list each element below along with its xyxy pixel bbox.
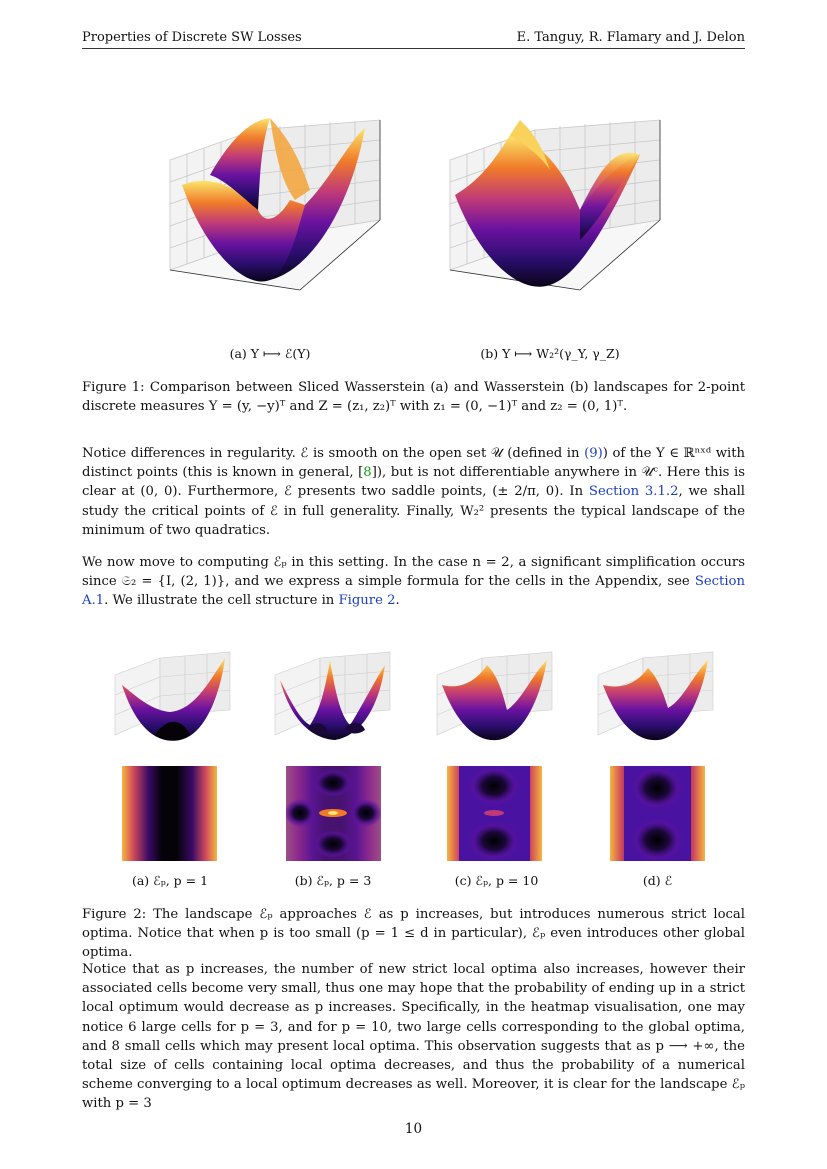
figure2-surface-a [110, 640, 235, 750]
running-header [82, 28, 745, 49]
section-ref-link[interactable]: Section 3.1.2 [588, 484, 679, 500]
appendix-section-link[interactable]: Section A.1 [82, 574, 745, 609]
figure2-heatmap-b [286, 766, 381, 861]
figure2-link[interactable]: Figure 2 [338, 593, 396, 609]
figure2-heatmap-c [447, 766, 542, 861]
equation-ref-link[interactable]: (9) [584, 446, 603, 461]
figure2-surface-c [432, 640, 557, 750]
figure1-subcaption-a: (a) Y ⟼ ℰ(Y) [229, 346, 311, 361]
figure2-heatmap-a [122, 766, 217, 861]
paragraph-regularity: Notice differences in regularity. ℰ is smooth on the open set 𝒰 (defined in (9)) of the Y ∈ ℝⁿˣᵈ with distinct points (this is known in general, [8]), but is not differentiable anywhere in 𝒰ᶜ. Here this is clear at (0, 0). Furthermore, ℰ presents two saddle points, (± 2/π, 0). In Section 3.1.2, we shall study the critical points of ℰ in full generality. Finally, W₂² presents the typical landscape of the minimum of two quadratics. [82, 446, 746, 538]
figure2-subcaption-b: (b) ℰₚ, p = 3 [294, 873, 372, 888]
header-authors: E. Tanguy, R. Flamary and J. Delon [516, 30, 745, 45]
figure2-subcaption-c: (c) ℰₚ, p = 10 [454, 873, 539, 888]
page-number: 10 [404, 1121, 423, 1137]
figure2-caption: Figure 2: The landscape ℰₚ approaches ℰ as p increases, but introduces numerous strict local optima. Notice that when p is too small (p = 1 ≤ d in particular), ℰₚ even introduces other global optima. [82, 907, 745, 961]
figure2-surface-d [593, 640, 718, 750]
citation-link[interactable]: 8 [363, 465, 372, 481]
figure1-plot-b [440, 100, 670, 300]
figure2-surface-b [270, 640, 395, 750]
paragraph-computing: We now move to computing ℰₚ in this setting. In the case n = 2, a significant simplification occurs since 𝔖₂ = {I, (2, 1)}, and we express a simple formula for the cells in the Appendix, see Section A.1. We illustrate the cell structure in Figure 2. [82, 555, 745, 609]
figure1-caption: Figure 1: Comparison between Sliced Wasserstein (a) and Wasserstein (b) landscapes for 2-point discrete measures Y = (y, −y)ᵀ and Z = (z₁, z₂)ᵀ with z₁ = (0, −1)ᵀ and z₂ = (0, 1)ᵀ. [82, 380, 745, 415]
figure2-heatmap-d [610, 766, 705, 861]
header-title: Properties of Discrete SW Losses [82, 30, 302, 45]
figure2-subcaption-d: (d) ℰ [642, 873, 673, 888]
figure1-subcaption-b: (b) Y ⟼ W₂²(γ_Y, γ_Z) [480, 346, 620, 361]
paragraph-local-optima: Notice that as p increases, the number of new strict local optima also increases, however their associated cells become very small, thus one may hope that the probability of ending up in a strict local optimum would decrease as p increases. Specifically, in the heatmap visualisation, one may notice 6 large cells for p = 3, and for p = 10, two large cells corresponding to the global optima, and 8 small cells which may present local optima. This observation suggests that as p ⟶ +∞, the total size of cells containing local optima decreases, and thus the probability of a numerical scheme converging to a local optimum decreases as well. Moreover, it is clear for the landscape ℰₚ with p = 3 [82, 962, 745, 1112]
figure2-subcaption-a: (a) ℰₚ, p = 1 [131, 873, 209, 888]
figure1-plot-a [160, 100, 390, 300]
